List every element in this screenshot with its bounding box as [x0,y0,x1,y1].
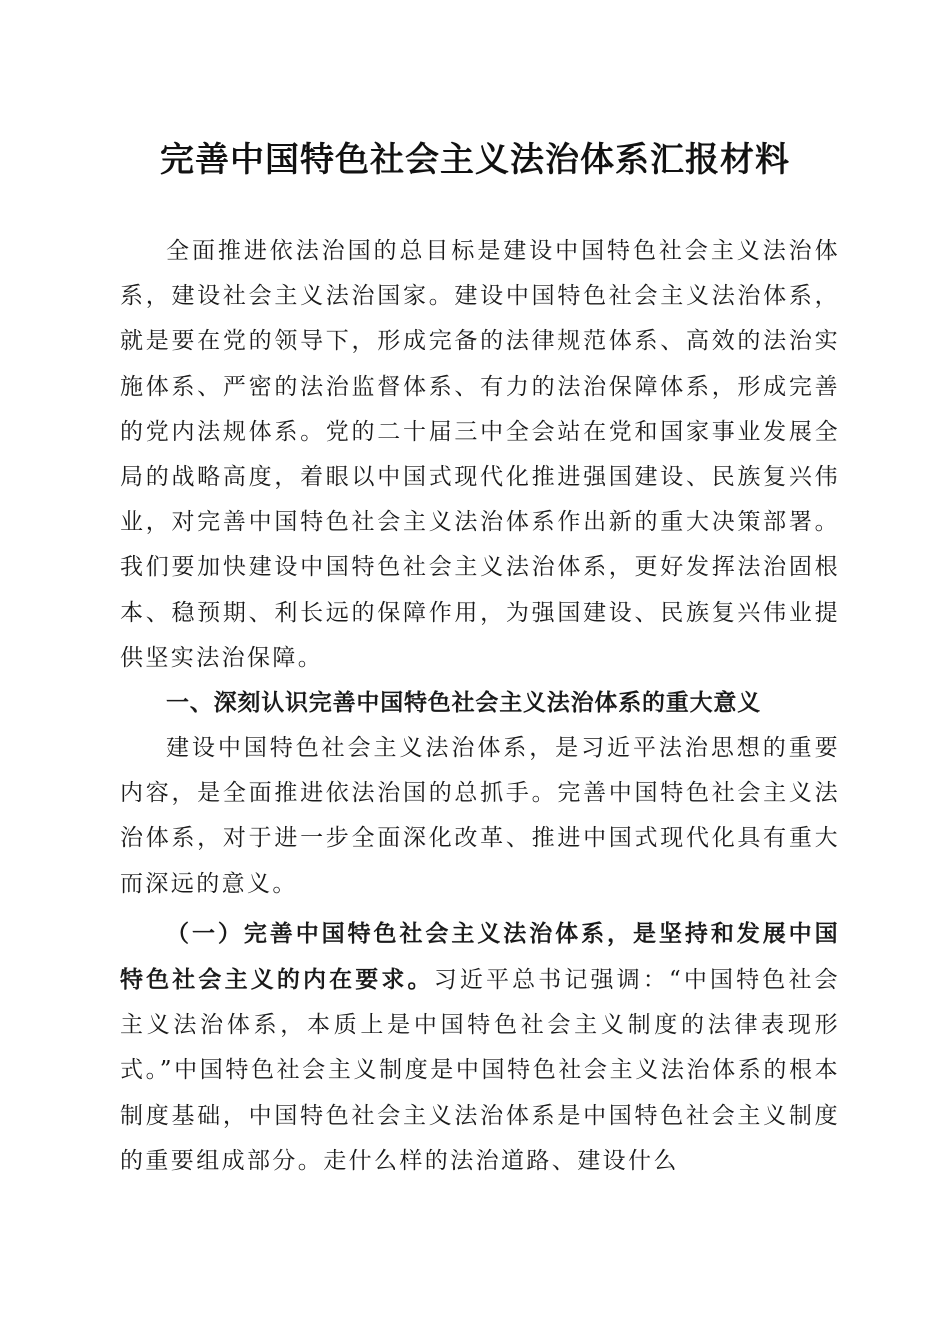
subsection-paragraph [120,911,840,1184]
subsection-heading-1: （一）完善中国特色社会主义法治体系，是坚持和发展中国特色社会主义的内在要求。 [120,919,840,994]
subsection-1-text: 习近平总书记强调：“中国特色社会主义法治体系，本质上是中国特色社会主义制度的法律表现形式。”中国特色社会主义制度是中国特色社会主义法治体系的根本制度基础，中国特色社会主义法治体系是中国特色社会主义制度的重要组成部分。走什么样的法治道路、建设什么 [120,967,840,1174]
intro-paragraph: 全面推进依法治国的总目标是建设中国特色社会主义法治体系，建设社会主义法治国家。建设中国特色社会主义法治体系，就是要在党的领导下，形成完备的法律规范体系、高效的法治实施体系、严密的法治监督体系、有力的法治保障体系，形成完善的党内法规体系。党的二十届三中全会站在党和国家事业发展全局的战略高度，着眼以中国式现代化推进强国建设、民族复兴伟业，对完善中国特色社会主义法治体系作出新的重大决策部署。我们要加快建设中国特色社会主义法治体系，更好发挥法治固根本、稳预期、利长远的保障作用，为强国建设、民族复兴伟业提供坚实法治保障。 [120,238,840,671]
section-1-paragraph: 建设中国特色社会主义法治体系，是习近平法治思想的重要内容，是全面推进依法治国的总抓手。完善中国特色社会主义法治体系，对于进一步全面深化改革、推进中国式现代化具有重大而深远的意义。 [120,735,840,897]
document-body [120,229,840,1184]
document-title: 完善中国特色社会主义法治体系汇报材料 [160,140,790,180]
section-heading-1: 一、深刻认识完善中国特色社会主义法治体系的重大意义 [166,690,761,717]
